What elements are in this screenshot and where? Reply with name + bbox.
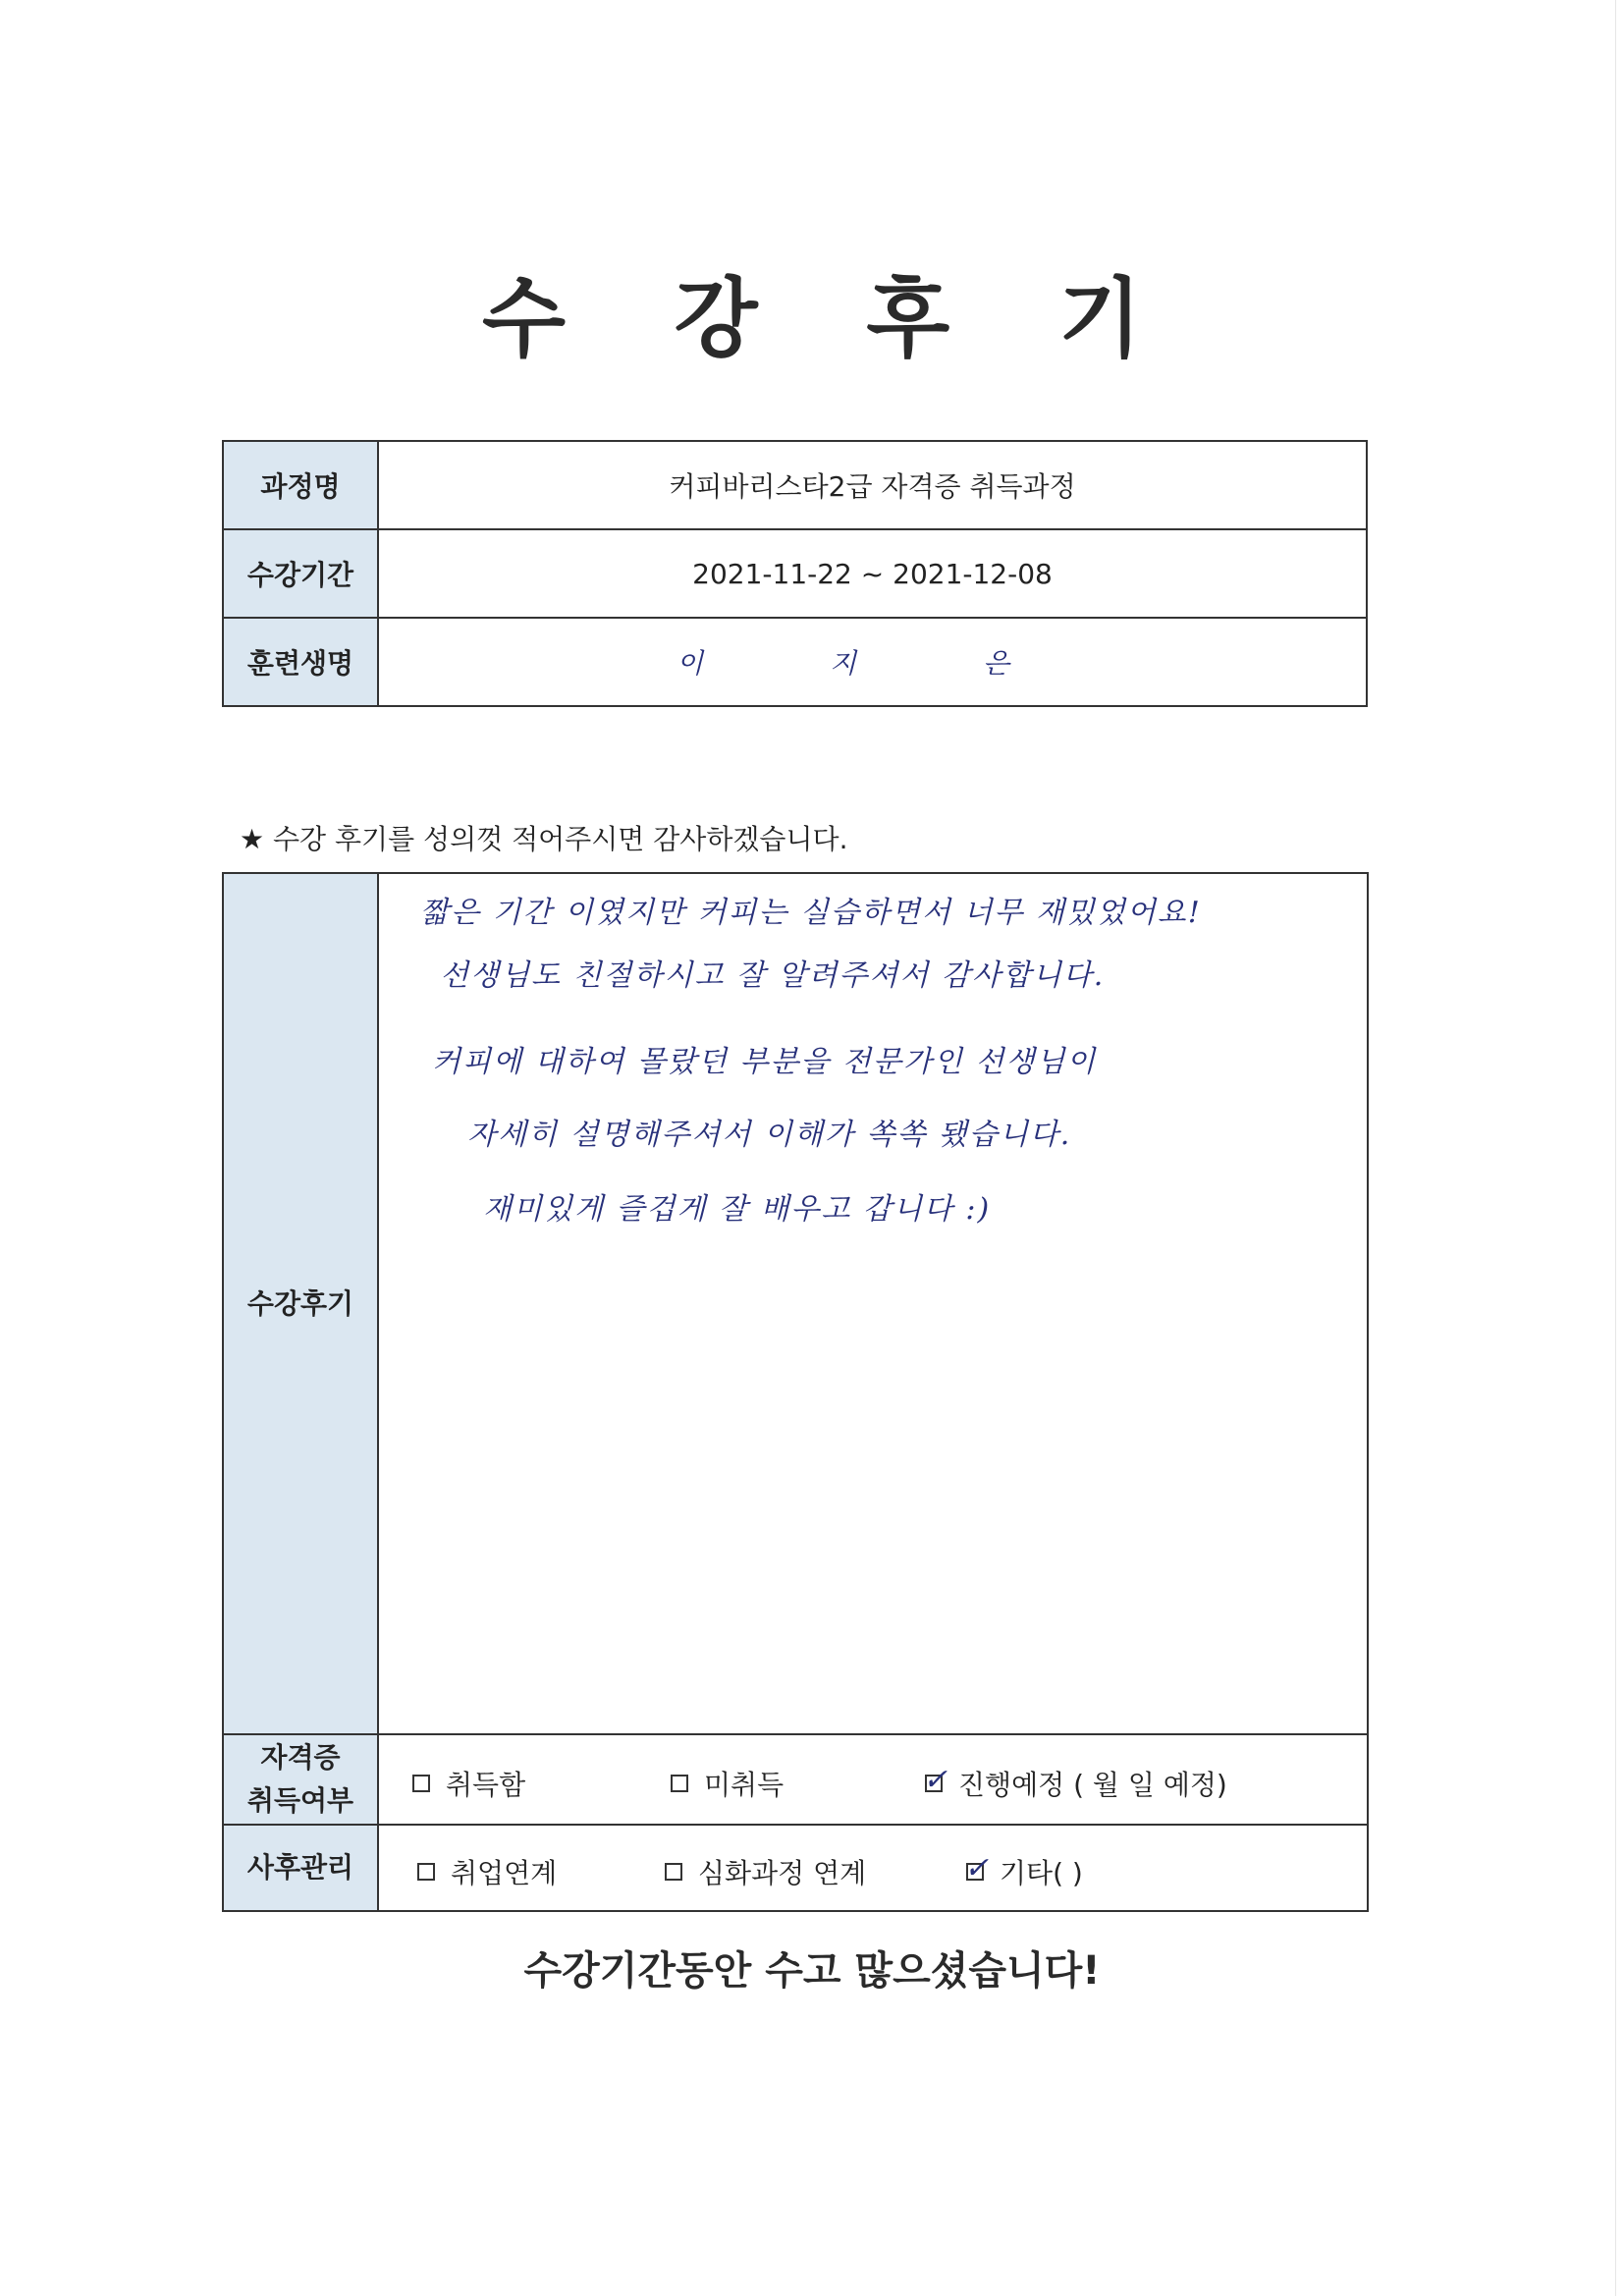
option-label: 진행예정 ( 월 일 예정) bbox=[958, 1769, 1227, 1801]
review-table bbox=[222, 872, 1369, 1912]
option-job-link[interactable] bbox=[417, 1852, 557, 1891]
certificate-label bbox=[223, 1734, 378, 1825]
period-row bbox=[223, 529, 1367, 618]
checkbox-icon[interactable] bbox=[671, 1775, 688, 1792]
review-line: 커피에 대하여 몰랐던 부분을 전문가인 선생님이 bbox=[432, 1045, 1098, 1079]
course-value: 커피바리스타2급 자격증 취득과정 bbox=[378, 441, 1367, 529]
checkbox-icon[interactable] bbox=[665, 1863, 682, 1881]
option-label: 기타( ) bbox=[1000, 1857, 1083, 1889]
course-row bbox=[223, 441, 1367, 529]
certificate-options bbox=[378, 1734, 1368, 1825]
document-title: 수 강 후 기 bbox=[482, 268, 1181, 369]
aftercare-row bbox=[223, 1825, 1368, 1911]
option-in-progress[interactable] bbox=[925, 1764, 1227, 1803]
notice-text: ★ 수강 후기를 성의껏 적어주시면 감사하겠습니다. bbox=[240, 823, 848, 855]
review-row bbox=[223, 873, 1368, 1734]
aftercare-label: 사후관리 bbox=[223, 1825, 378, 1911]
trainee-row bbox=[223, 618, 1367, 706]
trainee-name-handwritten: 이 지 은 bbox=[378, 618, 1367, 706]
footer-message: 수강기간동안 수고 많으셨습니다! bbox=[523, 1948, 1101, 1994]
check-mark-icon: ✓ bbox=[964, 1851, 990, 1886]
certificate-label-line2: 취득여부 bbox=[246, 1784, 354, 1817]
review-line: 자세히 설명해주셔서 이해가 쏙쏙 됐습니다. bbox=[467, 1118, 1072, 1152]
option-label: 심화과정 연계 bbox=[698, 1857, 867, 1889]
checkbox-checked-icon[interactable] bbox=[964, 1851, 990, 1886]
checkbox-checked-icon[interactable] bbox=[923, 1763, 948, 1797]
checkbox-icon[interactable] bbox=[412, 1775, 430, 1792]
option-advanced-course[interactable] bbox=[665, 1852, 866, 1891]
review-line: 재미있게 즐겁게 잘 배우고 갑니다 :) bbox=[483, 1192, 992, 1227]
option-label: 취득함 bbox=[446, 1769, 526, 1801]
review-line: 짧은 기간 이였지만 커피는 실습하면서 너무 재밌었어요! bbox=[420, 896, 1202, 930]
certificate-label-line1: 자격증 bbox=[260, 1741, 341, 1774]
option-other[interactable] bbox=[966, 1852, 1083, 1891]
review-body bbox=[378, 873, 1368, 1734]
option-acquired[interactable] bbox=[412, 1764, 525, 1803]
check-mark-icon: ✓ bbox=[923, 1763, 948, 1797]
review-label: 수강후기 bbox=[223, 873, 378, 1734]
period-label: 수강기간 bbox=[223, 529, 378, 618]
trainee-label: 훈련생명 bbox=[223, 618, 378, 706]
certificate-row bbox=[223, 1734, 1368, 1825]
review-line: 선생님도 친절하시고 잘 알려주셔서 감사합니다. bbox=[440, 958, 1106, 993]
course-label: 과정명 bbox=[223, 441, 378, 529]
aftercare-options bbox=[378, 1825, 1368, 1911]
period-value: 2021-11-22 ~ 2021-12-08 bbox=[378, 529, 1367, 618]
option-label: 취업연계 bbox=[451, 1857, 558, 1889]
option-label: 미취득 bbox=[704, 1769, 785, 1801]
course-info-table bbox=[222, 440, 1368, 707]
review-handwriting bbox=[379, 874, 1367, 1733]
checkbox-icon[interactable] bbox=[417, 1863, 435, 1881]
option-not-acquired[interactable] bbox=[671, 1764, 784, 1803]
